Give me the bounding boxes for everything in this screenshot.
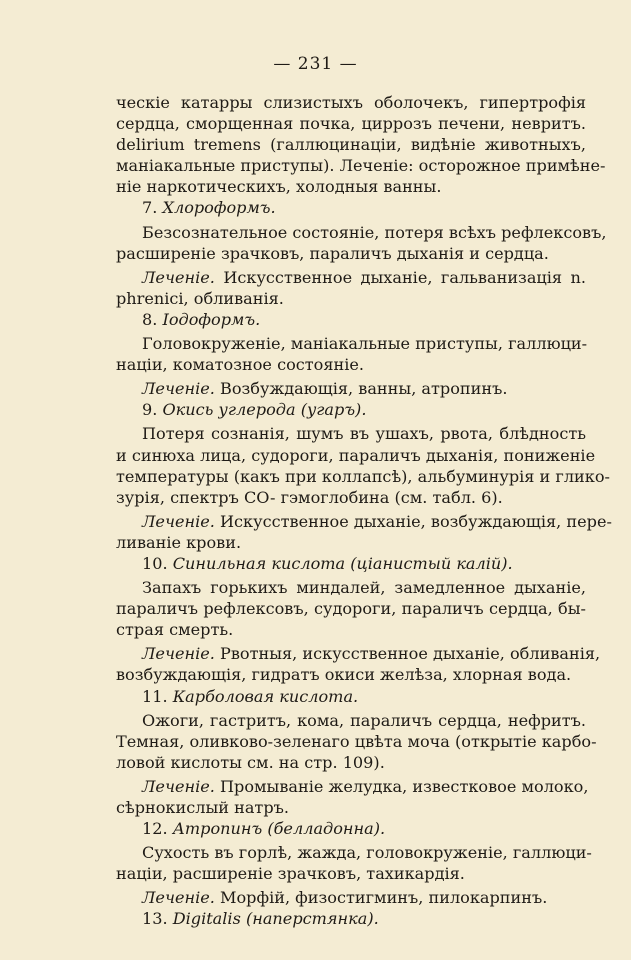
text-line [116, 267, 586, 288]
line-text: Сухость въ горлѣ, жажда, головокруженіе, галлюци- [142, 843, 592, 863]
line-text: Головокруженіе, маніакальные приступы, галлюци- [142, 334, 588, 354]
line-text: ловой кислоты см. на стр. 109). [116, 752, 385, 772]
line-text: 12. [142, 819, 173, 839]
text-line [116, 643, 601, 664]
text-line [116, 664, 586, 685]
italic-heading: Леченіе. [142, 776, 215, 796]
line-text: расширеніе зрачковъ, параличъ дыханія и сердца. [116, 243, 549, 263]
text-line [116, 842, 592, 863]
italic-heading: Леченіе. [142, 267, 215, 287]
line-text: phrenici, обливанія. [116, 288, 284, 308]
italic-heading: Леченіе. [142, 511, 215, 531]
line-text: Морфій, физостигминъ, пилокарпинъ. [214, 888, 548, 908]
line-text: націи, расширеніе зрачковъ, тахикардія. [116, 864, 465, 884]
line-text: Промываніе желудка, известковое молоко, [214, 776, 589, 796]
italic-heading: Іодоформъ. [162, 309, 261, 329]
text-line [116, 378, 586, 399]
text-line [116, 577, 586, 598]
text-line [116, 243, 586, 264]
text-line [116, 619, 586, 640]
text-line [116, 113, 586, 134]
text-line [116, 466, 610, 487]
page-number-header: — 231 — [273, 54, 358, 74]
italic-heading: Digitalis (наперстянка). [172, 909, 379, 929]
italic-heading: Окись углерода (угаръ). [162, 400, 367, 420]
text-line [116, 731, 597, 752]
text-line [116, 176, 586, 197]
text-line [116, 197, 586, 218]
text-line [116, 686, 586, 707]
text-line [116, 354, 586, 375]
text-line [116, 288, 586, 309]
line-text: Ожоги, гастритъ, кома, параличъ сердца, нефритъ. [142, 710, 586, 730]
text-line [116, 423, 586, 444]
italic-heading: Хлороформъ. [162, 198, 276, 218]
line-text: маніакальные приступы). Леченіе: осторожное примѣне- [116, 156, 606, 176]
line-text: сердца, сморщенная почка, циррозъ печени, невритъ. [116, 114, 586, 134]
italic-heading: Карболовая кислота. [172, 686, 359, 706]
line-text: ніе наркотическихъ, холодныя ванны. [116, 177, 442, 197]
line-text: Искусственное дыханіе, возбуждающія, пере- [214, 511, 612, 531]
line-text: зурія, спектръ CO- гэмоглобина (см. табл. 6). [116, 487, 503, 507]
text-line [116, 445, 596, 466]
line-text: ливаніе крови. [116, 532, 242, 552]
text-line [116, 863, 586, 884]
line-text: Искусственное дыханіе, гальванизація n. [214, 267, 586, 287]
line-text: delirium tremens (галлюцинаціи, видѣніе животныхъ, [116, 135, 586, 155]
text-line [116, 222, 607, 243]
text-line [116, 309, 586, 330]
italic-heading: Синильная кислота (ціанистый калій). [172, 553, 513, 573]
italic-heading: Леченіе. [142, 888, 215, 908]
text-line [116, 710, 586, 731]
line-text: ческіе катарры слизистыхъ оболочекъ, гипертрофія [116, 93, 586, 112]
text-line [116, 818, 586, 839]
text-line [116, 134, 586, 155]
line-text: 7. [142, 198, 163, 218]
text-line [116, 333, 586, 354]
line-text: 10. [142, 553, 173, 573]
italic-heading: Леченіе. [142, 379, 215, 399]
line-text: сѣрнокислый натръ. [116, 798, 289, 817]
line-text: Возбуждающія, ванны, атропинъ. [214, 379, 508, 399]
line-text: Рвотныя, искусственное дыханіе, обливанія, [214, 644, 601, 664]
text-line [116, 908, 586, 929]
text-line [116, 752, 586, 773]
text-line [116, 92, 586, 113]
text-line [116, 887, 586, 908]
line-text: 13. [142, 909, 173, 929]
line-text: націи, коматозное состояніе. [116, 355, 365, 375]
line-text: 9. [142, 400, 163, 420]
text-line [116, 487, 586, 508]
line-text: и синюха лица, судороги, параличъ дыханія, пониженіе [116, 445, 596, 465]
text-line [116, 399, 586, 420]
italic-heading: Леченіе. [142, 644, 215, 664]
line-text: Безсознательное состояніе, потеря всѣхъ рефлексовъ, [142, 222, 607, 242]
text-line [116, 511, 612, 532]
text-line [116, 532, 586, 553]
text-line [116, 155, 606, 176]
text-line [116, 797, 586, 818]
line-text: страя смерть. [116, 620, 234, 640]
line-text: 8. [142, 309, 163, 329]
line-text: возбуждающія, гидратъ окиси желѣза, хлорная вода. [116, 665, 572, 685]
line-text: параличъ рефлексовъ, судороги, параличъ сердца, бы- [116, 599, 586, 619]
line-text: Потеря сознанія, шумъ въ ушахъ, рвота, блѣдность [142, 424, 586, 444]
text-line [116, 776, 589, 797]
line-text: 11. [142, 686, 173, 706]
text-line [116, 553, 586, 574]
line-text: Темная, оливково-зеленаго цвѣта моча (открытіе карбо- [116, 731, 597, 751]
italic-heading: Атропинъ (белладонна). [172, 819, 386, 839]
line-text: температуры (какъ при коллапсѣ), альбуминурія и глико- [116, 466, 610, 486]
text-line [116, 598, 586, 619]
body-text [116, 92, 612, 930]
line-text: Запахъ горькихъ миндалей, замедленное дыханіе, [142, 578, 586, 598]
